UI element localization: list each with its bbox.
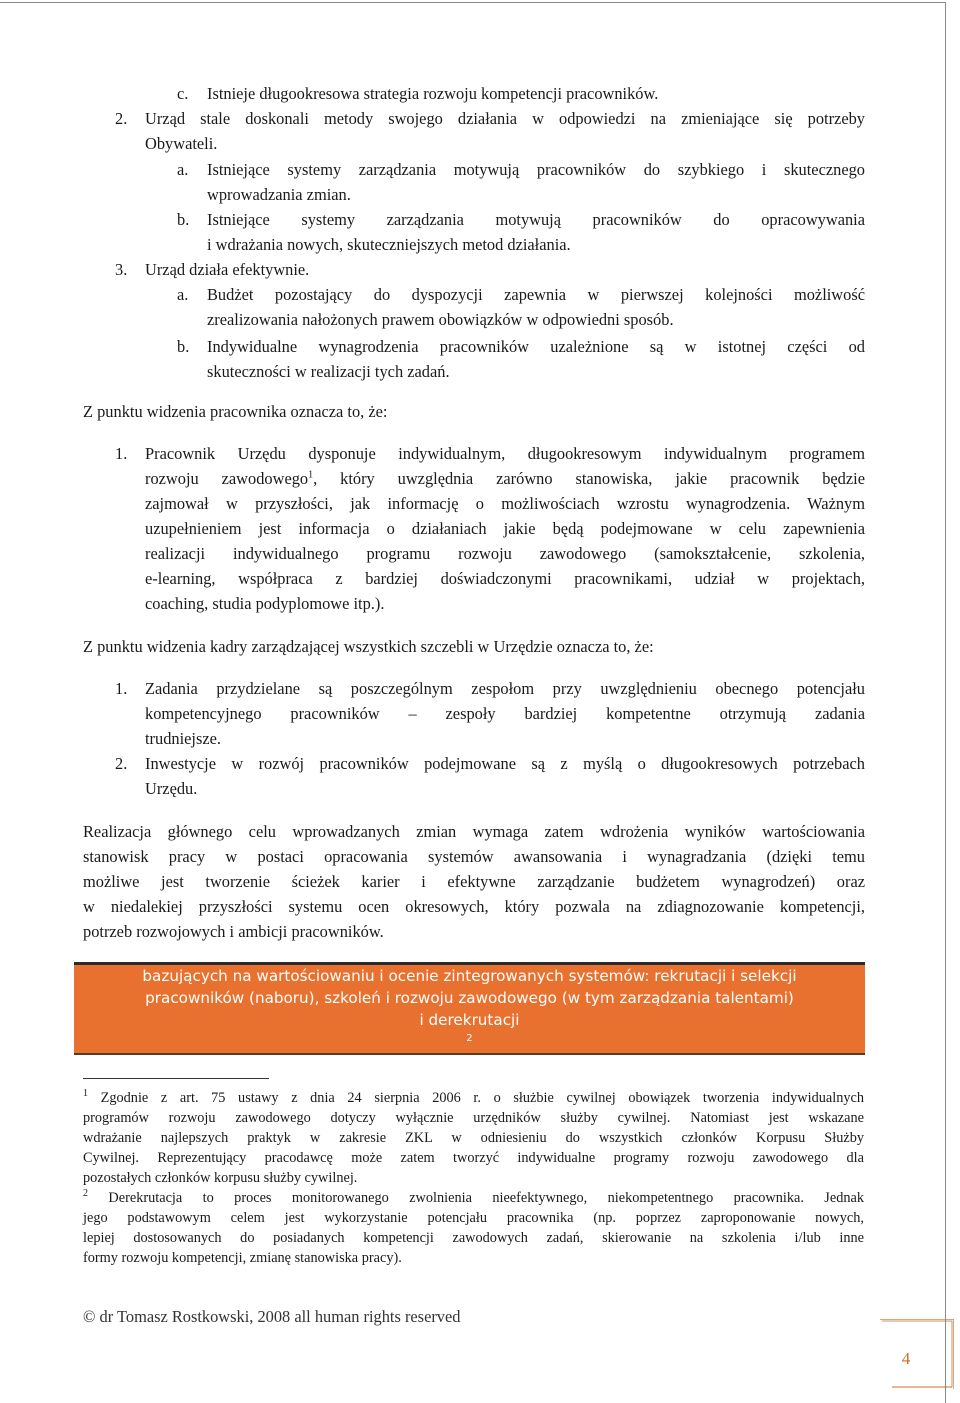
list-item-text: skuteczności w realizacji tych zadań. <box>207 362 450 381</box>
list-item-text: trudniejsze. <box>145 729 222 748</box>
section-heading: Z punktu widzenia kadry zarządzającej wszystkich szczebli w Urzędzie oznacza to, że: <box>83 637 654 656</box>
list-label: a. <box>177 285 189 304</box>
list-item-text: Istnieje długookresowa strategia rozwoju kompetencji pracowników. <box>207 84 659 103</box>
list-item-text: Istniejące systemy zarządzania motywują pracowników do opracowywania <box>207 210 865 229</box>
highlight-line: Połączenie potrzeb organizacji i potrzeb pracowników jest możliwe dzięki wprowadzeniu <box>135 945 804 963</box>
list-item-text: zrealizowania nałożonych prawem obowiązków w odpowiedni sposób. <box>207 310 674 329</box>
list-item-text: Inwestycje w rozwój pracowników podejmowane są z myślą o długookresowych potrzebach <box>145 754 865 773</box>
paragraph: Pracownik Urzędu dysponuje indywidualnym, długookresowym indywidualnym programem rozwoju zawodowego$^1$, który uwzględnia zarówno stanowiska, jakie pracownik będzie zajmował w przyszłości, jak informację o możliwościach wzrostu wynagrodzenia. Ważnym uzupełnieniem jest informacja o działaniach jakie będą podejmowane w celu zapewnienia realizacji indywidualnego programu rozwoju zawodowego (samokształcenie, szkolenia, e-learning, współpraca z bardziej doświadczonymi pracownikami, udział w projektach, <box>145 444 865 588</box>
footnote-number: 1 <box>83 1088 88 1100</box>
list-item-text: wprowadzania zmian. <box>207 185 351 204</box>
list-item-text: Budżet pozostający do dyspozycji zapewnia w pierwszej kolejności możliwość <box>207 285 865 304</box>
list-label: 2. <box>115 109 128 128</box>
list-item-text: i wdrażania nowych, skuteczniejszych metod działania. <box>207 235 571 254</box>
footnote-separator <box>83 1078 269 1079</box>
list-item-text: Zadania przydzielane są poszczególnym zespołom przy uwzględnieniu obecnego potencjału kompetencyjnego pracowników – zespoły bardziej kompetentne otrzymują zadania <box>145 679 865 723</box>
list-label: b. <box>177 210 190 229</box>
highlight-line: pracowników (naboru), szkoleń i rozwoju zawodowego (w tym zarządzania talentami) <box>145 989 794 1007</box>
page-number-frame-icon <box>880 1319 954 1389</box>
list-item-text: Urząd działa efektywnie. <box>145 260 310 279</box>
list-label: 1. <box>115 679 128 698</box>
footnote-2: $^2$ Derekrutacja to proces monitorowanego zwolnienia nieefektywnego, niekompetentnego pracownika. Jednak jego podstawowym celem jest wykorzystanie potencjału pracownika (np. poprzez zaproponowanie nowych, lepiej dostosowanych do posiadanych kompetencji zawodowych zadań, skierowanie na szkolenia i/lub inne formy rozwoju kompetencji, zmianę stanowiska pracy). <box>83 1188 864 1266</box>
list-label: 1. <box>115 444 128 463</box>
section-heading: Z punktu widzenia pracownika oznacza to, że: <box>83 402 388 421</box>
list-label: 3. <box>115 260 128 279</box>
list-label: 2. <box>115 754 128 773</box>
list-label: c. <box>177 84 189 103</box>
paragraph-line: coaching, studia podyplomowe itp.). <box>145 594 385 613</box>
list-item-text: Urzędu. <box>145 779 198 798</box>
list-item-text: Urząd stale doskonali metody swojego działania w odpowiedzi na zmieniające się potrzeby <box>145 109 865 128</box>
highlight-box <box>74 945 865 1073</box>
list-label: a. <box>177 160 189 179</box>
footnote-ref[interactable]: 2 <box>466 1032 473 1044</box>
list-item-text: Obywateli. <box>145 134 218 153</box>
footnote-ref[interactable]: 1 <box>308 469 314 481</box>
list-label: b. <box>177 337 190 356</box>
page-frame-right <box>945 2 946 1403</box>
summary-last-line: potrzeb rozwojowych i ambicji pracowników. <box>83 922 384 941</box>
list-item-text: Istniejące systemy zarządzania motywują pracowników do szybkiego i skutecznego <box>207 160 865 179</box>
footnote-number: 2 <box>83 1188 88 1200</box>
page-frame-top <box>0 2 946 3</box>
page-number: 4 <box>901 1349 911 1368</box>
list-item-text: Indywidualne wynagrodzenia pracowników uzależnione są w istotnej części od <box>207 337 865 356</box>
copyright-notice: © dr Tomasz Rostkowski, 2008 all human rights reserved <box>83 1307 461 1326</box>
highlight-line: bazujących na wartościowaniu i ocenie zintegrowanych systemów: rekrutacji i selekcji <box>142 967 797 985</box>
summary-paragraph: Realizacja głównego celu wprowadzanych zmian wymaga zatem wdrożenia wyników wartościowania stanowisk pracy w postaci opracowania systemów awansowania i wynagradzania (dzięki temu możliwe jest tworzenie ścieżek karier i efektywne zarządzanie budżetem wynagrodzeń) oraz w niedalekiej przyszłości systemu ocen okresowych, który pozwala na zdiagnozowanie kompetencji, <box>83 822 865 916</box>
footnote-1: $^1$ Zgodnie z art. 75 ustawy z dnia 24 sierpnia 2006 r. o służbie cywilnej obowiązek tworzenia indywidualnych programów rozwoju zawodowego dotyczy wyłącznie urzędników służby cywilnej. Natomiast jest wskazane wdrażanie najlepszych praktyk w zakresie ZKL w odniesieniu do wszystkich członków Korpusu Służby Cywilnej. Reprezentujący pracodawcę może zatem tworzyć indywidualne programy rozwoju zawodowego dla pozostałych członków korpusu służby cywilnej. <box>83 1088 864 1186</box>
highlight-line: i derekrutacji $^2$ . <box>419 1011 520 1073</box>
